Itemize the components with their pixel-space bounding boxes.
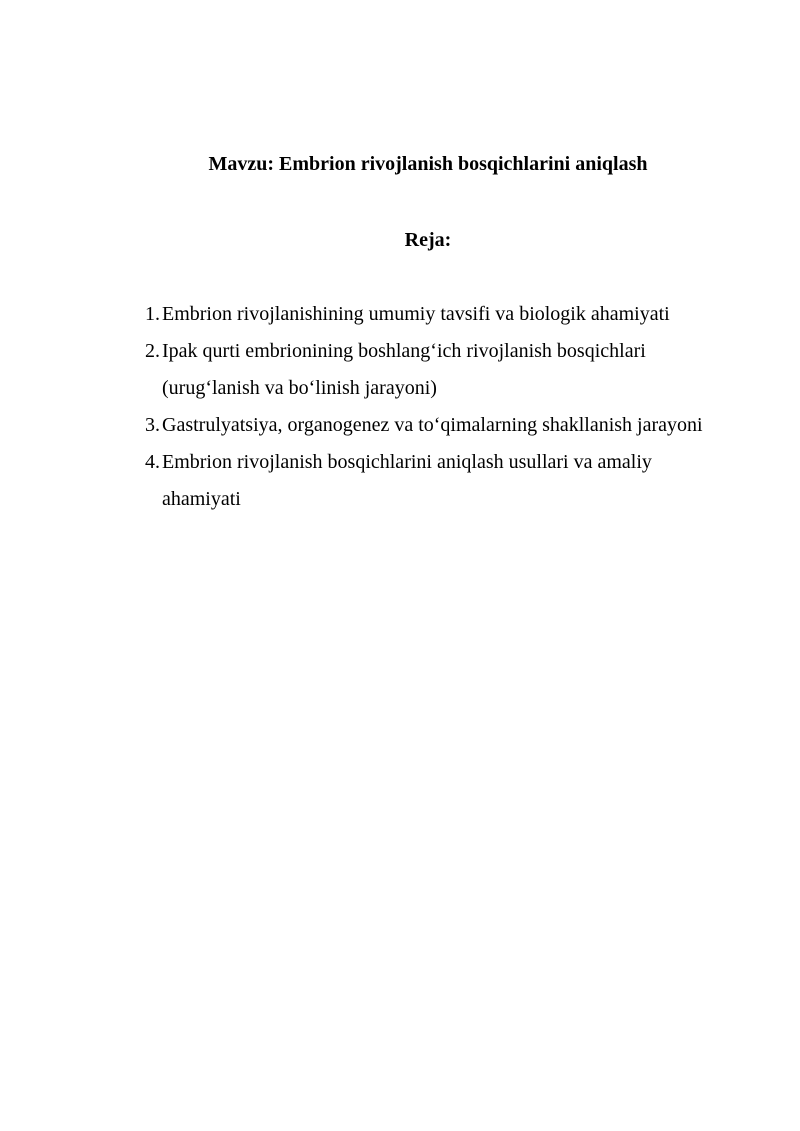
document-title: Mavzu: Embrion rivojlanish bosqichlarini aniqlash	[208, 153, 648, 175]
plan-item-number: 1.	[145, 303, 160, 325]
plan-item-number: 4.	[145, 451, 160, 473]
plan-item-text: Gastrulyatsiya, organogenez va to‘qimalarning shakllanish jarayoni	[162, 414, 703, 436]
plan-item-number: 2.	[145, 340, 160, 362]
plan-heading: Reja:	[404, 229, 452, 251]
plan-item	[120, 296, 720, 333]
plan-item	[120, 407, 720, 444]
plan-item-text: Embrion rivojlanish bosqichlarini aniqlash usullari va amaliy ahamiyati	[162, 451, 652, 510]
plan-item-text: Embrion rivojlanishining umumiy tavsifi va biologik ahamiyati	[162, 303, 670, 325]
plan-item-text: Ipak qurti embrionining boshlang‘ich rivojlanish bosqichlari (urug‘lanish va bo‘linish jarayoni)	[162, 340, 646, 399]
plan-list	[120, 296, 720, 518]
plan-item	[120, 444, 720, 518]
plan-item-number: 3.	[145, 414, 160, 436]
plan-item	[120, 333, 720, 407]
